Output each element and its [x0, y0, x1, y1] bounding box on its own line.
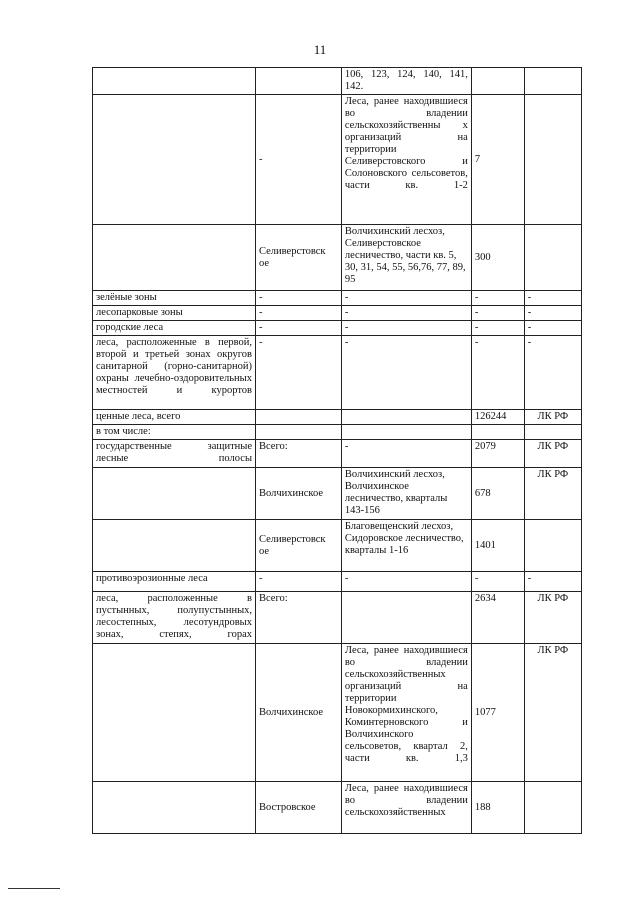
cell-area: 300: [471, 225, 524, 291]
cell-district: Востровское: [256, 782, 342, 834]
cell-area: [471, 425, 524, 440]
cell-name: леса, расположенные в первой, второй и третьей зонах округов санитарной (горно-санитарной) охраны лечебно-оздоровительных местностей и курортов: [93, 336, 256, 410]
forest-category-table: [92, 67, 582, 834]
cell-doc: ЛК РФ: [524, 468, 581, 520]
cell-location: Благовещенский лесхоз, Сидоровское лесничество, кварталы 1-16: [341, 520, 471, 572]
table-row: [93, 225, 582, 291]
table-row: [93, 572, 582, 592]
table-row: [93, 291, 582, 306]
cell-location: -: [341, 321, 471, 336]
table-row: [93, 425, 582, 440]
cell-doc: -: [524, 306, 581, 321]
cell-area: 1401: [471, 520, 524, 572]
cell-location: Леса, ранее находившиеся во владении сельскохозяйственных: [341, 782, 471, 834]
cell-area: 678: [471, 468, 524, 520]
table-row: [93, 520, 582, 572]
table-row: [93, 68, 582, 95]
cell-name: зелёные зоны: [93, 291, 256, 306]
table-row: [93, 336, 582, 410]
table-row: [93, 592, 582, 644]
cell-name: городские леса: [93, 321, 256, 336]
cell-location: -: [341, 306, 471, 321]
cell-location: [341, 410, 471, 425]
cell-name: лесопарковые зоны: [93, 306, 256, 321]
cell-location: Леса, ранее находившиеся во владении сельскохозяйственны х организаций на территории Селиверстовского и Солоновского сельсоветов, части кв. 1-2: [341, 95, 471, 225]
cell-location: -: [341, 572, 471, 592]
cell-doc: -: [524, 572, 581, 592]
table-row: [93, 440, 582, 468]
cell-name: [93, 520, 256, 572]
cell-area: 2634: [471, 592, 524, 644]
cell-doc: [524, 425, 581, 440]
cell-location: [341, 592, 471, 644]
cell-district: [256, 68, 342, 95]
cell-area: 188: [471, 782, 524, 834]
cell-doc: [524, 520, 581, 572]
cell-name: государственные защитные лесные полосы: [93, 440, 256, 468]
cell-doc: ЛК РФ: [524, 410, 581, 425]
cell-name: ценные леса, всего: [93, 410, 256, 425]
cell-doc: -: [524, 291, 581, 306]
cell-district: Селиверстовск ое: [256, 520, 342, 572]
table-row: [93, 95, 582, 225]
cell-doc: [524, 68, 581, 95]
cell-doc: ЛК РФ: [524, 592, 581, 644]
cell-location: Леса, ранее находившиеся во владении сельскохозяйственных организаций на территории Новокормихинского, Коминтерновского и Волчихинского сельсоветов, квартал 2, части кв. 1,3: [341, 644, 471, 782]
cell-area: 1077: [471, 644, 524, 782]
cell-name: [93, 225, 256, 291]
cell-district: Селиверстовск ое: [256, 225, 342, 291]
cell-district: Всего:: [256, 440, 342, 468]
cell-area: -: [471, 321, 524, 336]
table-row: [93, 468, 582, 520]
cell-doc: ЛК РФ: [524, 440, 581, 468]
cell-doc: [524, 95, 581, 225]
cell-location: -: [341, 440, 471, 468]
cell-doc: -: [524, 336, 581, 410]
table-row: [93, 782, 582, 834]
cell-district: -: [256, 572, 342, 592]
table-row: [93, 644, 582, 782]
cell-location: -: [341, 336, 471, 410]
cell-area: 2079: [471, 440, 524, 468]
cell-district: -: [256, 291, 342, 306]
cell-area: -: [471, 336, 524, 410]
cell-district: -: [256, 306, 342, 321]
cell-location: -: [341, 291, 471, 306]
cell-doc: ЛК РФ: [524, 644, 581, 782]
cell-area: -: [471, 291, 524, 306]
cell-area: [471, 68, 524, 95]
cell-doc: [524, 782, 581, 834]
cell-name: в том числе:: [93, 425, 256, 440]
cell-doc: [524, 225, 581, 291]
table-row: [93, 410, 582, 425]
cell-district: [256, 410, 342, 425]
cell-district: -: [256, 321, 342, 336]
cell-district: Волчихинское: [256, 468, 342, 520]
cell-name: [93, 644, 256, 782]
cell-district: [256, 425, 342, 440]
cell-name: [93, 782, 256, 834]
cell-name: противоэрозионные леса: [93, 572, 256, 592]
cell-name: [93, 95, 256, 225]
cell-district: -: [256, 336, 342, 410]
cell-area: 126244: [471, 410, 524, 425]
cell-area: -: [471, 306, 524, 321]
cell-location: Волчихинский лесхоз, Волчихинское лесничество, кварталы 143-156: [341, 468, 471, 520]
table-row: [93, 321, 582, 336]
cell-location: [341, 425, 471, 440]
cell-location: Волчихинский лесхоз, Селиверстовское лесничество, части кв. 5, 30, 31, 54, 55, 56,76, 77, 89, 95: [341, 225, 471, 291]
footnote-separator: [8, 888, 60, 889]
page-number: 11: [313, 42, 327, 57]
cell-name: [93, 468, 256, 520]
cell-doc: -: [524, 321, 581, 336]
cell-name: [93, 68, 256, 95]
table-row: [93, 306, 582, 321]
cell-location: 106, 123, 124, 140, 141, 142.: [341, 68, 471, 95]
cell-district: -: [256, 95, 342, 225]
cell-district: Всего:: [256, 592, 342, 644]
cell-area: 7: [471, 95, 524, 225]
cell-area: -: [471, 572, 524, 592]
cell-name: леса, расположенные в пустынных, полупустынных, лесостепных, лесотундровых зонах, степях, горах: [93, 592, 256, 644]
cell-district: Волчихинское: [256, 644, 342, 782]
